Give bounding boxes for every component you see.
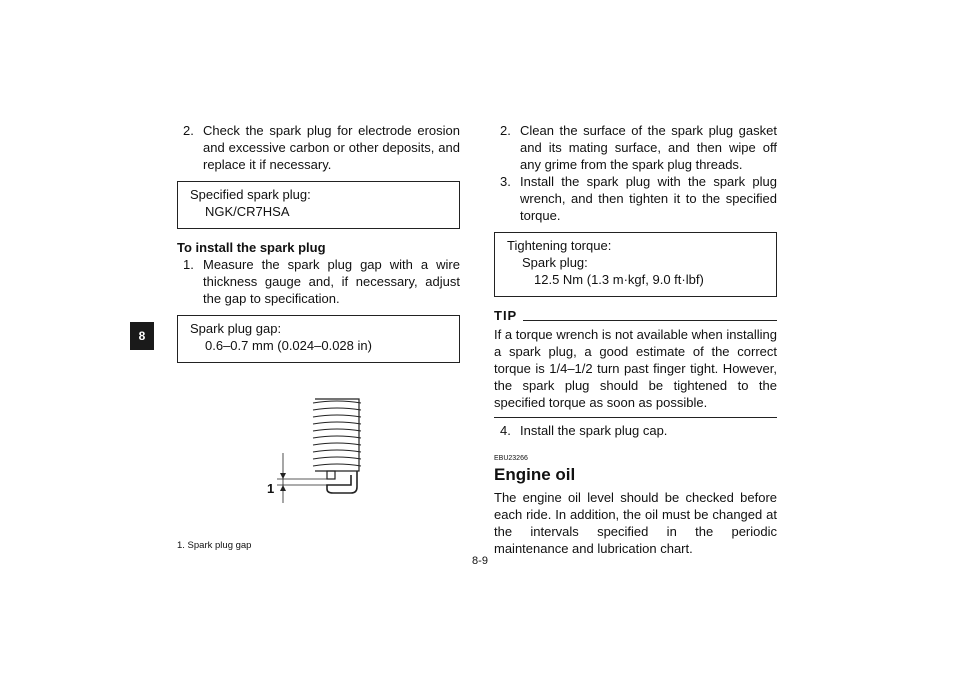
step-number: 2. xyxy=(183,123,194,138)
step-number: 3. xyxy=(500,174,511,189)
step-text: Install the spark plug cap. xyxy=(520,423,668,438)
tip-rule xyxy=(523,320,777,321)
tip-header xyxy=(494,307,777,324)
page-number: 8-9 xyxy=(472,555,488,567)
step-measure-gap xyxy=(177,256,460,307)
step-check-plug xyxy=(177,122,460,173)
spec-value: NGK/CR7HSA xyxy=(205,204,290,219)
spark-plug-figure xyxy=(177,385,460,561)
step-install-plug xyxy=(494,173,777,224)
step-text: Measure the spark plug gap with a wire thickness gauge and, if necessary, adjust the gap to specification. xyxy=(203,257,460,306)
install-heading: To install the spark plug xyxy=(177,240,326,255)
section-text: The engine oil level should be checked before each ride. In addition, the oil must be changed at the intervals specified in the periodic maintenance and lubrication chart. xyxy=(494,490,777,556)
chapter-tab: 8 xyxy=(130,322,154,350)
tip-end-rule xyxy=(494,417,777,418)
spec-label: Spark plug gap: xyxy=(190,321,282,336)
section-title: Engine oil xyxy=(494,465,576,484)
tip-label: TIP xyxy=(494,308,518,323)
step-number: 4. xyxy=(500,423,511,438)
step-text: Check the spark plug for electrode erosion and excessive carbon or other deposits, and replace it if necessary. xyxy=(203,123,460,172)
step-clean-gasket xyxy=(494,122,777,173)
spec-value: 0.6–0.7 mm (0.024–0.028 in) xyxy=(205,338,372,353)
step-number: 1. xyxy=(183,257,194,272)
figure-callout: 1 xyxy=(267,481,275,496)
spec-label: Specified spark plug: xyxy=(190,187,311,202)
tip-text: If a torque wrench is not available when installing a spark plug, a good estimate of the correct torque is 1/4–1/2 turn past finger tight. However, the spark plug should be tightened to the specified torque as soon as possible. xyxy=(494,327,777,410)
section-code: EBU23266 xyxy=(494,455,528,462)
right-column xyxy=(494,122,777,557)
spec-value: 12.5 Nm (1.3 m·kgf, 9.0 ft·lbf) xyxy=(534,272,704,287)
step-text: Clean the surface of the spark plug gasket and its mating surface, and then wipe off any grime from the spark plug threads. xyxy=(520,123,777,172)
step-number: 2. xyxy=(500,123,511,138)
left-column xyxy=(177,122,460,561)
spec-sublabel: Spark plug: xyxy=(522,255,588,270)
spec-box-spark-plug xyxy=(177,181,460,229)
step-install-cap xyxy=(494,422,777,439)
step-text: Install the spark plug with the spark plug wrench, and then tighten it to the specified torque. xyxy=(520,174,777,223)
spec-box-gap xyxy=(177,315,460,363)
spec-box-torque xyxy=(494,232,777,297)
spark-plug-illustration xyxy=(267,395,377,505)
figure-caption: 1. Spark plug gap xyxy=(177,540,252,551)
spec-label: Tightening torque: xyxy=(507,238,612,253)
